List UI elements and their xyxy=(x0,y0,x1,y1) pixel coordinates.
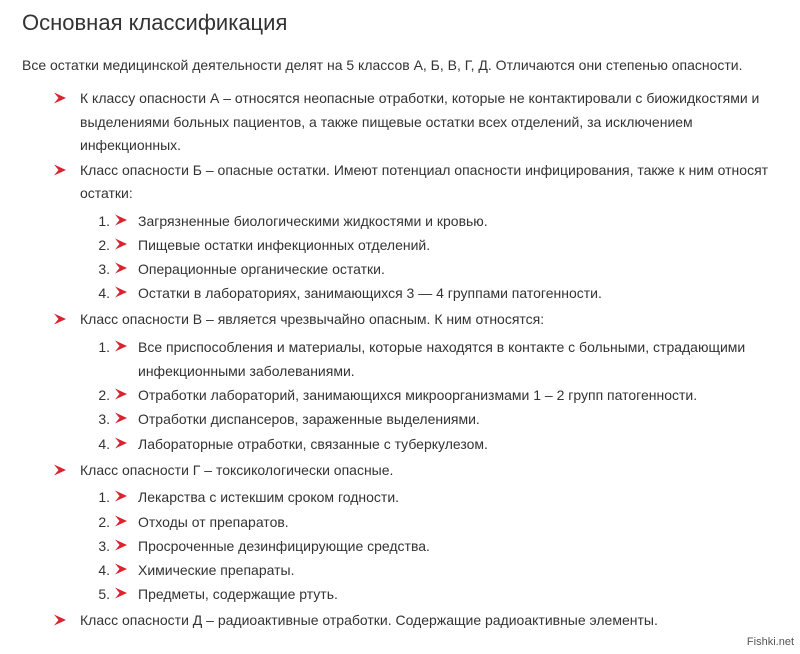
sub-list-item xyxy=(22,534,782,558)
chevron-right-icon xyxy=(114,587,128,599)
hazard-class-item xyxy=(22,87,782,158)
hazard-class-text: Класс опасности Г – токсикологически опасные. xyxy=(80,461,394,478)
sub-item-text: Отработки лабораторий, занимающихся микроорганизмами 1 – 2 групп патогенности. xyxy=(138,387,698,404)
hazard-class-item xyxy=(22,459,782,607)
chevron-right-icon xyxy=(114,286,128,298)
sub-item-text: Пищевые остатки инфекционных отделений. xyxy=(138,236,431,253)
sub-list-item xyxy=(22,383,782,407)
chevron-right-icon xyxy=(114,563,128,575)
sub-list-item xyxy=(22,582,782,606)
sub-list-item xyxy=(22,257,782,281)
item-number: 3. xyxy=(98,411,110,428)
sub-item-text: Лабораторные отработки, связанные с туберкулезом. xyxy=(138,435,488,452)
item-number: 2. xyxy=(98,513,110,530)
chevron-right-icon xyxy=(114,412,128,424)
sub-list-item xyxy=(22,281,782,305)
sub-list-item xyxy=(22,233,782,257)
item-number: 4. xyxy=(98,435,110,452)
sub-list-item xyxy=(22,407,782,431)
item-number: 5. xyxy=(98,586,110,603)
watermark: Fishki.net xyxy=(746,636,794,648)
sub-list-item xyxy=(22,558,782,582)
chevron-right-icon xyxy=(53,92,67,104)
chevron-right-icon xyxy=(114,437,128,449)
hazard-class-item xyxy=(22,609,782,633)
chevron-right-icon xyxy=(53,313,67,325)
chevron-right-icon xyxy=(53,464,67,476)
sub-item-text: Просроченные дезинфицирующие средства. xyxy=(138,537,430,554)
intro-paragraph: Все остатки медицинской деятельности делят на 5 классов А, Б, В, Г, Д. Отличаются они степенью опасности. xyxy=(22,57,743,73)
item-number: 1. xyxy=(98,338,110,355)
sub-item-list xyxy=(80,485,782,606)
sub-list-item xyxy=(22,510,782,534)
sub-list-item xyxy=(22,209,782,233)
sub-item-text: Предметы, содержащие ртуть. xyxy=(138,586,338,603)
sub-list-item xyxy=(22,432,782,456)
chevron-right-icon xyxy=(114,214,128,226)
sub-item-text: Лекарства с истекшим сроком годности. xyxy=(138,489,400,506)
chevron-right-icon xyxy=(114,539,128,551)
item-number: 1. xyxy=(98,212,110,229)
chevron-right-icon xyxy=(114,388,128,400)
item-number: 3. xyxy=(98,260,110,277)
sub-item-text: Отходы от препаратов. xyxy=(138,513,289,530)
chevron-right-icon xyxy=(114,490,128,502)
sub-item-list xyxy=(80,335,782,456)
hazard-class-text: Класс опасности Д – радиоактивные отработки. Содержащие радиоактивные элементы. xyxy=(80,612,658,629)
sub-item-text: Химические препараты. xyxy=(138,561,295,578)
sub-list-item xyxy=(22,335,782,383)
item-number: 1. xyxy=(98,489,110,506)
item-number: 3. xyxy=(98,537,110,554)
sub-item-text: Операционные органические остатки. xyxy=(138,260,385,277)
chevron-right-icon xyxy=(53,164,67,176)
hazard-class-item xyxy=(22,159,782,306)
article xyxy=(22,0,782,634)
item-number: 2. xyxy=(98,387,110,404)
chevron-right-icon xyxy=(53,614,67,626)
sub-item-text: Отработки диспансеров, зараженные выделениями. xyxy=(138,411,480,428)
sub-item-text: Остатки в лабораториях, занимающихся 3 — 4 группами патогенности. xyxy=(138,285,602,302)
chevron-right-icon xyxy=(114,262,128,274)
sub-item-text: Все приспособления и материалы, которые находятся в контакте с больными, страдающими инфекционными заболеваниями. xyxy=(138,338,746,380)
page-title: Основная классификация xyxy=(22,10,288,35)
hazard-class-text: К классу опасности А – относятся неопасные отработки, которые не контактировали с биожидкостями и выделениями больных пациентов, а также пищевые остатки всех отделений, за исключением инфекционных. xyxy=(80,90,760,153)
sub-list-item xyxy=(22,485,782,509)
hazard-class-text: Класс опасности Б – опасные остатки. Имеют потенциал опасности инфицирования, также к ним относят остатки: xyxy=(80,161,769,201)
chevron-right-icon xyxy=(114,238,128,250)
sub-item-text: Загрязненные биологическими жидкостями и кровью. xyxy=(138,212,488,229)
hazard-class-list xyxy=(22,87,782,633)
sub-item-list xyxy=(80,209,782,306)
chevron-right-icon xyxy=(114,340,128,352)
chevron-right-icon xyxy=(114,515,128,527)
hazard-class-item xyxy=(22,308,782,456)
hazard-class-text: Класс опасности В – является чрезвычайно опасным. К ним относятся: xyxy=(80,311,545,328)
item-number: 4. xyxy=(98,561,110,578)
item-number: 4. xyxy=(98,285,110,302)
item-number: 2. xyxy=(98,236,110,253)
